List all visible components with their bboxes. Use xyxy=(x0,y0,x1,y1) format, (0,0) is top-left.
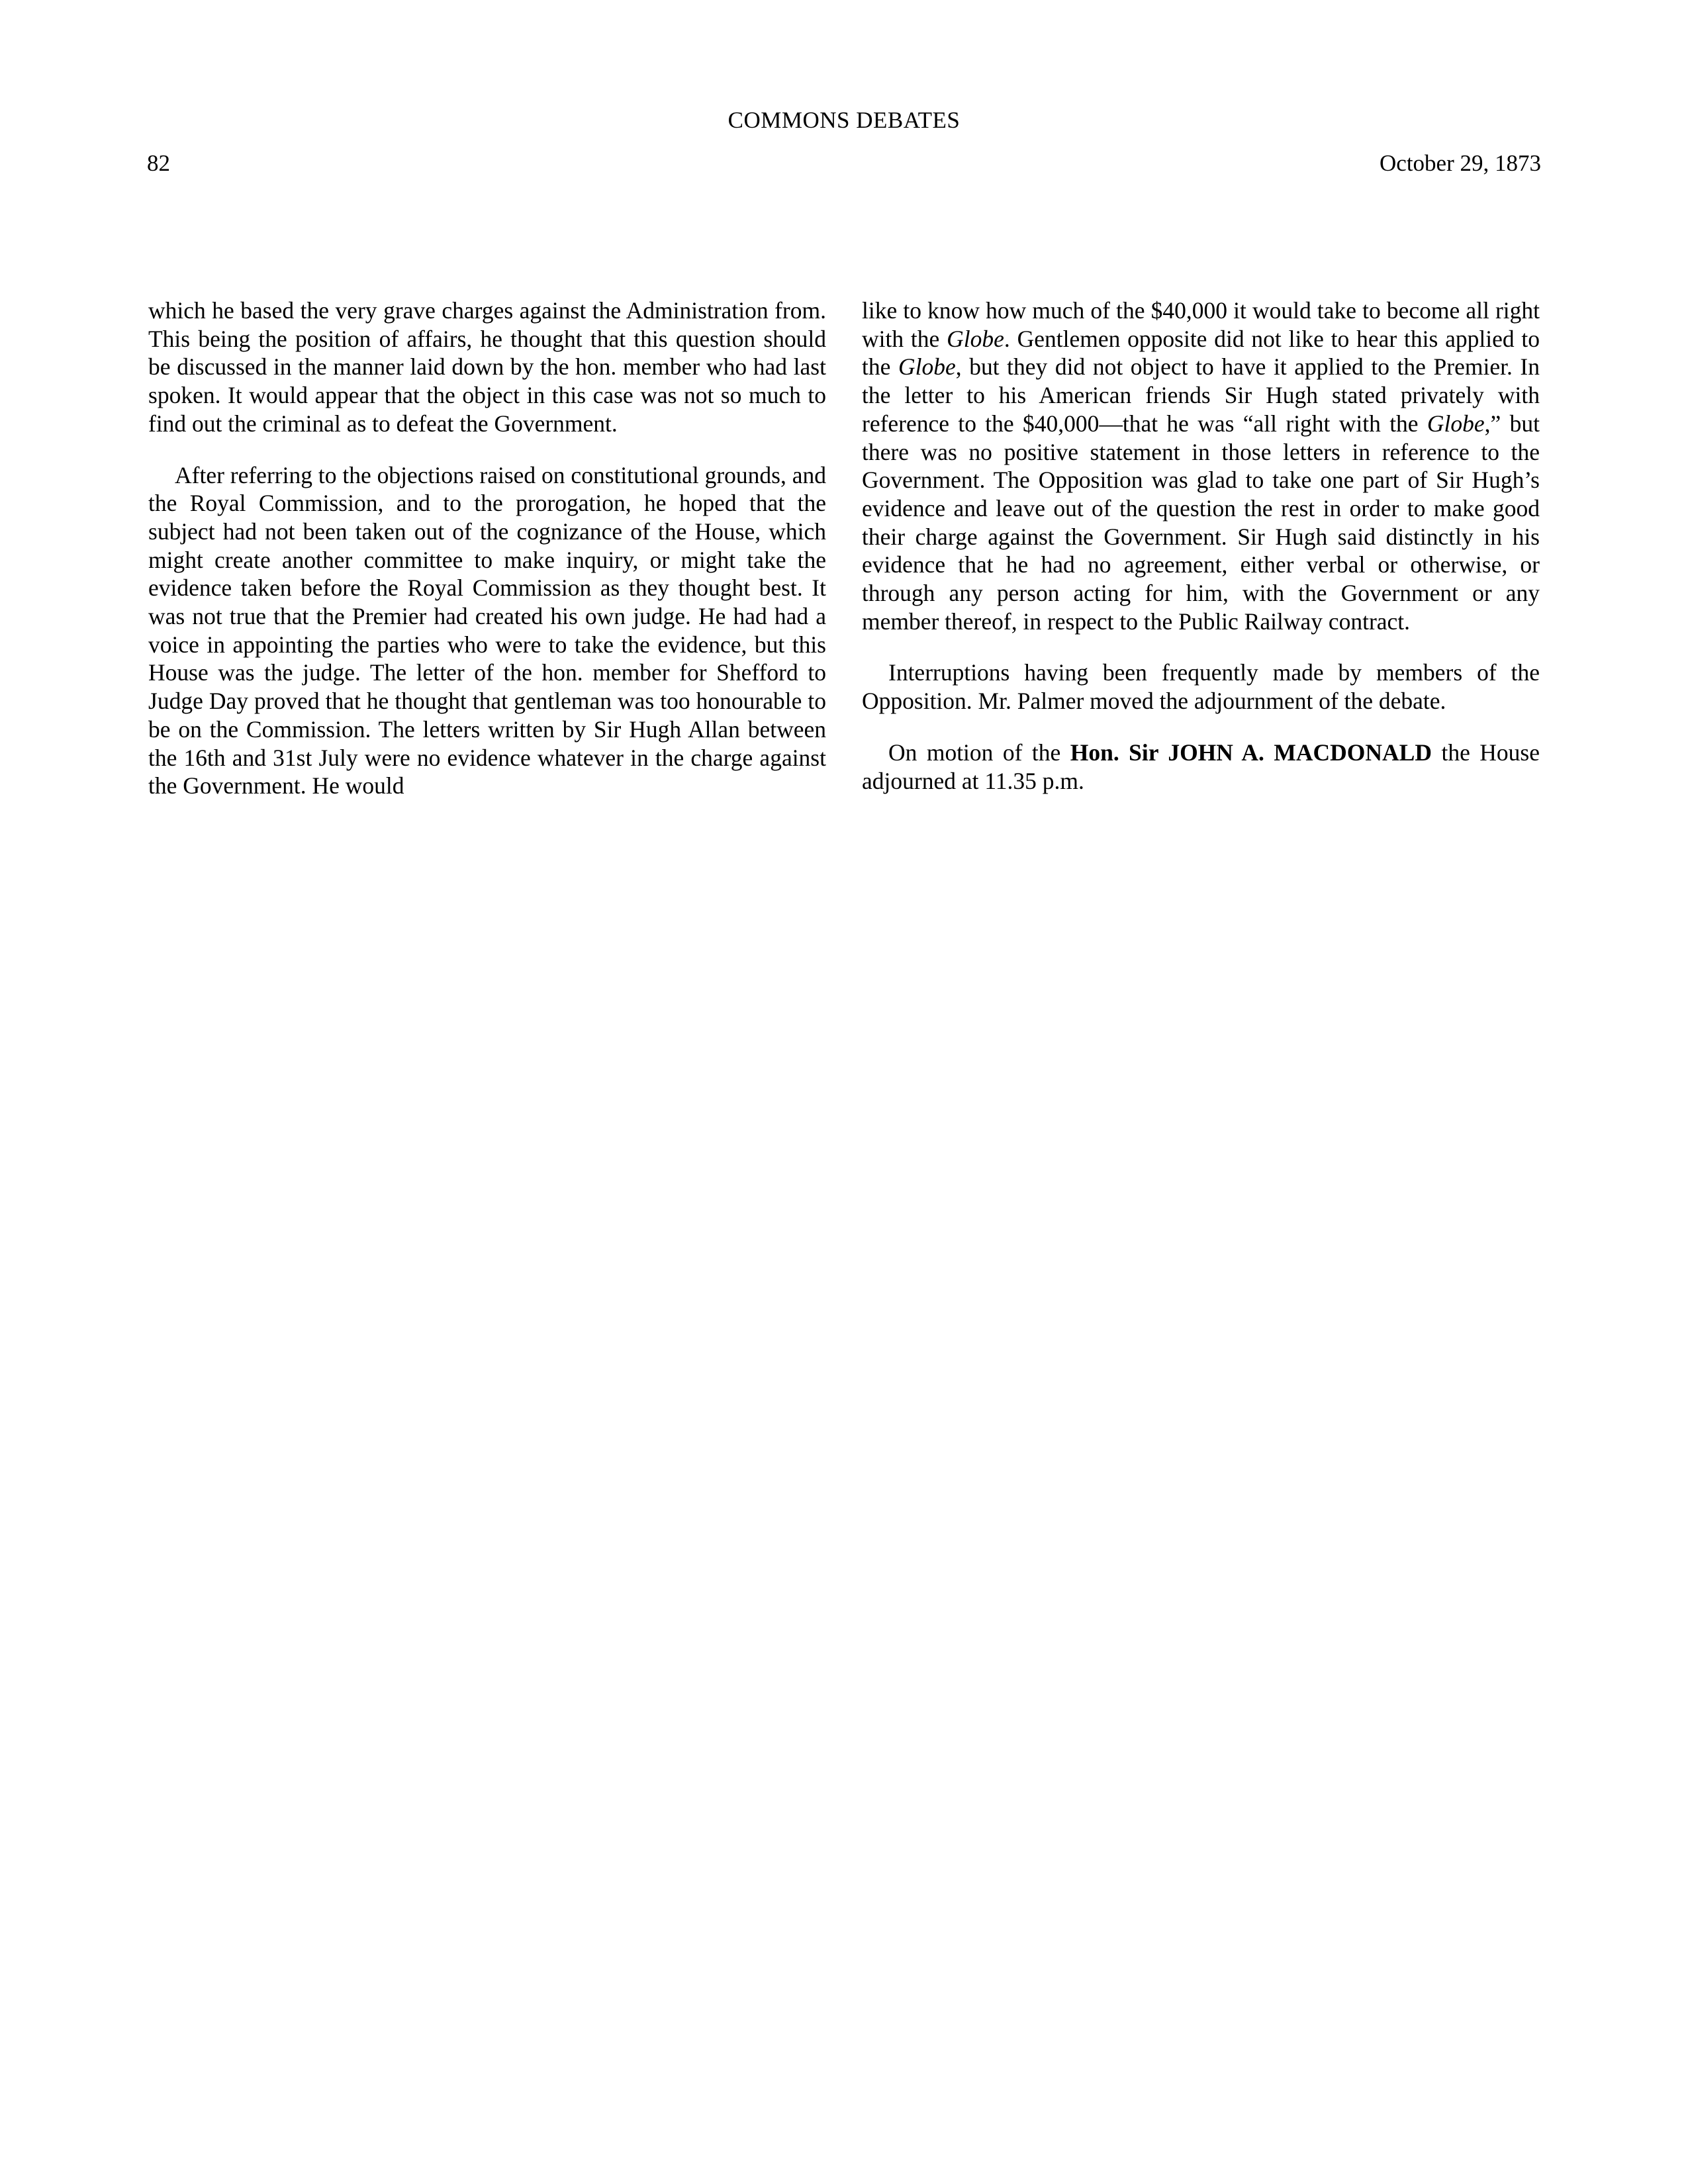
globe-title: Globe xyxy=(898,353,956,381)
globe-title: Globe xyxy=(947,325,1004,352)
text-segment: . Gentlemen opposite did not like to hear this applied to the xyxy=(862,325,1540,381)
right-paragraph-1 xyxy=(862,296,1540,635)
text-segment: the House adjourned at 11.35 p.m. xyxy=(862,739,1540,794)
right-paragraph-2: Interruptions having been frequently made by members of the Opposition. Mr. Palmer moved the adjournment of the debate. xyxy=(862,659,1540,715)
right-column xyxy=(862,296,1540,818)
speaker-name: Hon. Sir JOHN A. MACDONALD xyxy=(1070,739,1432,766)
page-header-title: COMMONS DEBATES xyxy=(727,107,961,133)
page-number: 82 xyxy=(147,150,170,176)
left-column xyxy=(148,296,826,823)
left-paragraph-2: After referring to the objections raised on constitutional grounds, and the Royal Commission, and to the prorogation, he hoped that the subject had not been taken out of the cognizance of the House, which might create another committee to make inquiry, or might take the evidence taken before the Royal Commission as they thought best. It was not true that the Premier had created his own judge. He had had a voice in appointing the parties who were to take the evidence, but this House was the judge. The letter of the hon. member for Shefford to Judge Day proved that he thought that gentleman was too honourable to be on the Commission. The letters written by Sir Hugh Allan between the 16th and 31st July were no evidence whatever in the charge against the Government. He would xyxy=(148,461,826,799)
page-date: October 29, 1873 xyxy=(1380,150,1541,176)
text-segment: , but they did not object to have it applied to the Premier. In the letter to his American friends Sir Hugh stated privately with reference to the $40,000—that he was “all right with the xyxy=(862,353,1540,437)
text-segment: ,” but there was no positive statement in those letters in reference to the Government. The Opposition was glad to take one part of Sir Hugh’s evidence and leave out of the question the rest in order to make good their charge against the Government. Sir Hugh said distinctly in his evidence that he had no agreement, either verbal or otherwise, or through any person acting for him, with the Government or any member thereof, in respect to the Public Railway contract. xyxy=(862,410,1540,635)
text-segment: like to know how much of the $40,000 it would take to become all right with the xyxy=(862,297,1540,352)
right-paragraph-3 xyxy=(862,739,1540,795)
left-paragraph-1: which he based the very grave charges against the Administration from. This being the position of affairs, he thought that this question should be discussed in the manner laid down by the hon. member who had last spoken. It would appear that the object in this case was not so much to find out the criminal as to defeat the Government. xyxy=(148,297,826,437)
globe-title: Globe xyxy=(1427,410,1485,437)
text-segment: On motion of the xyxy=(888,739,1070,766)
